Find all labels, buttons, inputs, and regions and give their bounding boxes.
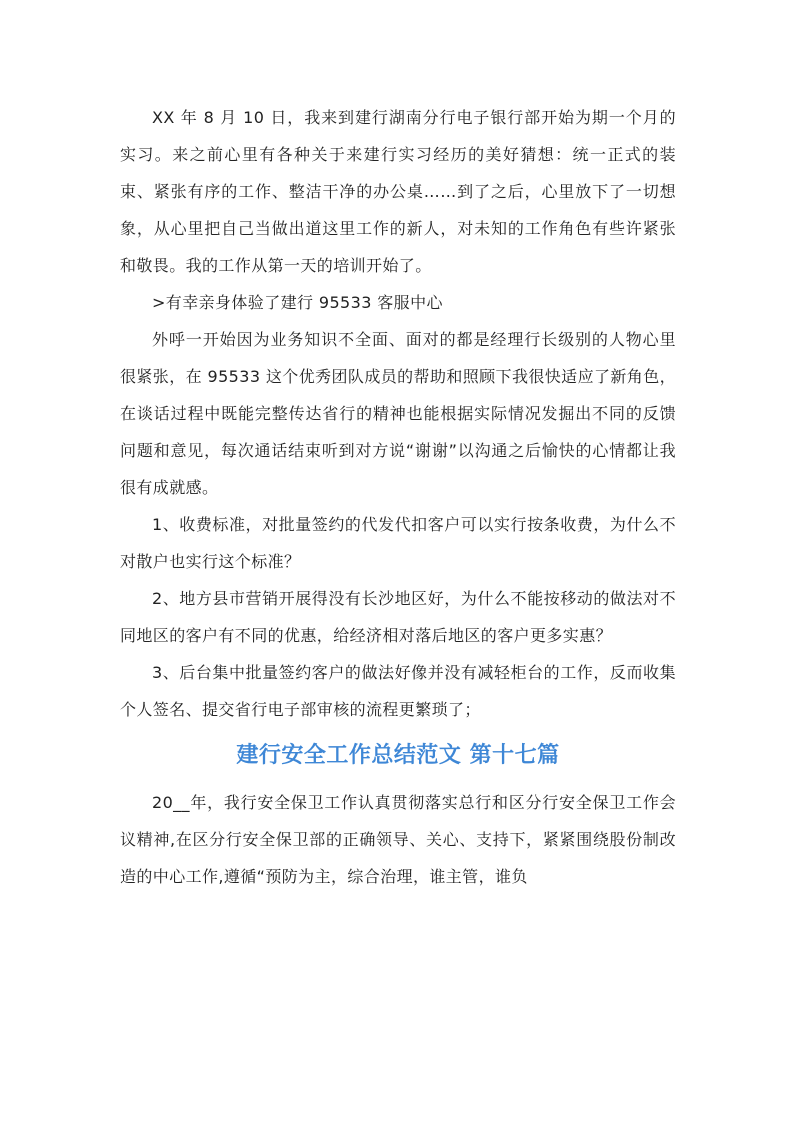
paragraph-outbound-calls: 外呼一开始因为业务知识不全面、面对的都是经理行长级别的人物心里很紧张，在 95533 这个优秀团队成员的帮助和照顾下我很快适应了新角色，在谈话过程中既能完整传达省行的精神也能根据实际情况发掘出不同的反馈问题和意见，每次通话结束听到对方说“谢谢”以沟通之后愉快的心情都让我很有成就感。 xyxy=(120,330,676,497)
paragraph-question-2: 2、地方县市营销开展得没有长沙地区好，为什么不能按移动的做法对不同地区的客户有不同的优惠，给经济相对落后地区的客户更多实惠？ xyxy=(120,589,676,645)
section-heading: 建行安全工作总结范文 第十七篇 xyxy=(236,743,560,768)
paragraph-customer-service-center: >有幸亲身体验了建行 95533 客服中心 xyxy=(152,293,443,312)
paragraph-security-summary: 20__年，我行安全保卫工作认真贯彻落实总行和区分行安全保卫工作会议精神,在区分行安全保卫部的正确领导、关心、支持下，紧紧围绕股份制改造的中心工作,遵循“预防为主，综合治理，谁主管，谁负 xyxy=(120,793,676,886)
paragraph-internship-intro: XX 年 8 月 10 日，我来到建行湖南分行电子银行部开始为期一个月的实习。来之前心里有各种关于来建行实习经历的美好猜想：统一正式的装束、紧张有序的工作、整洁干净的办公桌……到了之后，心里放下了一切想象，从心里把自己当做出道这里工作的新人，对未知的工作角色有些许紧张和敬畏。我的工作从第一天的培训开始了。 xyxy=(120,108,676,275)
document-page xyxy=(120,99,676,895)
paragraph-question-3: 3、后台集中批量签约客户的做法好像并没有减轻柜台的工作，反而收集个人签名、提交省行电子部审核的流程更繁琐了； xyxy=(120,663,676,719)
paragraph-question-1: 1、收费标准，对批量签约的代发代扣客户可以实行按条收费，为什么不对散户也实行这个标准？ xyxy=(120,515,676,571)
